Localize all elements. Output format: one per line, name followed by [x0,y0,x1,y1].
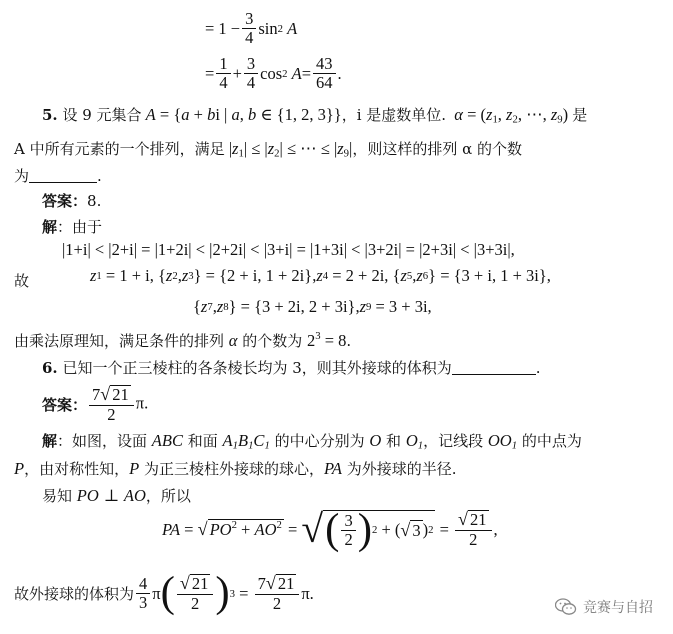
problem-6-line-1: 6. 已知一个正三棱柱的各条棱长均为 3，则其外接球的体积为 . [42,358,541,377]
problem-5-modulus-chain: |1+i| < |2+i| = |1+2i| < |2+2i| < |3+i| = |1+3i| < |3+2i| = |2+3i| < |3+3i|, [62,240,515,259]
problem-5-conclusion: 由乘法原理知，满足条件的排列 α 的个数为 $2^3 = 8$ . [14,329,352,350]
watermark-text: 竞赛与自招 [583,600,653,616]
problem-5-line-1 [42,104,587,125]
watermark [555,597,653,617]
problem-5-text-f: 为 [14,167,30,185]
problem-5-text-b: ，i 是虚数单位. [341,106,447,124]
answer-blank [29,168,97,183]
problem-5-condition: $|z_1| \le |z_2|$ ≤ ⋯ ≤ $|z_9|$ [224,138,353,160]
answer-value: 7 √ 21 2 π. [87,385,148,424]
problem-6-solution-2: P ，由对称性知， P 为正三棱柱外接球的球心， PA 为外接球的半径. [14,458,457,478]
problem-5-number: 5. [42,105,58,124]
answer-blank [452,360,536,375]
problem-6-answer [42,385,148,424]
problem-6-pa-equation: PA = √ $PO^2 + AO^2$ = √ ( $\frac{3}{2}$ ) 2 + ( √ 3 ) 2 = √ 21 2 , [162,506,498,554]
problem-5-text-d: A 中所有元素的一个排列，满足 [14,140,225,158]
problem-5-assign-1: z 1 = 1 + i, { z 2 , z 3 } = {2 + i, 1 + 2i}, z 4 = 2 + 2i, { z 5 , z 6 } = {3 + i, 1 + 3i}, [90,266,551,285]
answer-label: 答案： [42,192,88,210]
problem-6-solution-3: 易知 PO ⊥ AO ，所以 [42,485,191,505]
problem-5-alpha: $\alpha = (z_1$, $z_2$, ⋯, $z_9$) [454,104,573,126]
problem-6-text: 已知一个正三棱柱的各条棱长均为 3，则其外接球的体积为 [62,359,452,377]
wechat-icon [555,598,577,616]
problem-5-text-a: 设 9 元集合 [62,106,142,124]
solution-label: 解 [42,432,58,450]
solution-label: 解 [42,218,58,236]
problem-6-volume: 故外接球的体积为 $\frac{4}{3}$ π ( √ 21 2 ) 3 = 7 √ 21 2 π. [14,569,314,617]
problem-5-line-2 [14,138,522,159]
problem-5-answer: 答案： 8 . [42,191,102,210]
problem-6-volume-equation: $\frac{4}{3}$ π ( √ 21 2 ) 3 = 7 √ 21 2 π. [134,574,314,613]
problem-5-line-3: 为 . [14,166,102,185]
continuation-line-1: = 1 − $\frac{3}{4}$ sin 2 A [205,9,298,48]
answer-label: 答案： [42,396,88,415]
answer-value: 8 [87,191,97,210]
problem-5-assign-2: { z 7 , z 8 } = {3 + 2i, 2 + 3i}, z 9 = 3 + 3i, [193,297,432,316]
problem-5-text-e: ，则这样的排列 α 的个数 [352,140,523,158]
continuation-line-2: = $\frac{1}{4}$ + $\frac{3}{4}$ cos 2 A = $\frac{43}{64}$ . [205,54,342,93]
problem-5-solution-intro: 解 ：由于 [42,218,103,236]
problem-5-text-c: 是 [572,106,588,124]
problem-5-set: A = {a + bi | a, b ∈ {1, 2, 3}} [145,104,342,124]
problem-6-number: 6. [42,358,58,377]
problem-6-solution-1: 解 ：如图，设面 ABC 和面 $A_1B_1C_1$ 的中心分别为 O 和 $O_1$ ，记线段 $OO_1$ 的中点为 [42,430,582,452]
problem-5-gu: 故 [14,272,30,290]
